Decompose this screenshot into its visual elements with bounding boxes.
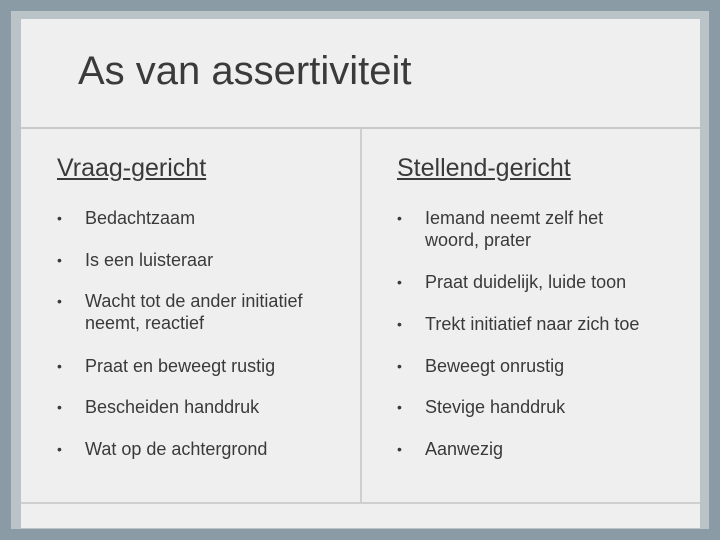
bullet-icon: •: [57, 358, 62, 374]
column-heading: Vraag-gericht: [57, 154, 207, 182]
list-item-text: Wat op de achtergrond: [85, 439, 268, 459]
list-item: [397, 271, 697, 293]
list-item-text: Is een luisteraar: [85, 250, 214, 270]
list-item-text: Beweegt onrustig: [425, 356, 565, 376]
bullet-icon: •: [57, 441, 62, 457]
list-item-text: Praat en beweegt rustig: [85, 356, 276, 376]
slide-title: As van assertiviteit: [78, 49, 412, 93]
list-item-text: Bedachtzaam: [85, 208, 196, 228]
list-item: [397, 207, 657, 251]
bullet-icon: •: [397, 210, 402, 226]
list-item: [57, 249, 357, 271]
list-item: [57, 207, 357, 229]
bullet-icon: •: [57, 210, 62, 226]
bullet-icon: •: [397, 441, 402, 457]
bullet-icon: •: [57, 399, 62, 415]
bullet-icon: •: [397, 274, 402, 290]
column-divider: [360, 129, 362, 502]
list-item: [57, 290, 319, 334]
list-item: [57, 355, 357, 377]
bullet-icon: •: [57, 252, 62, 268]
list-item-text: Praat duidelijk, luide toon: [425, 272, 627, 292]
list-item: [57, 396, 357, 418]
list-item-text: Aanwezig: [425, 439, 504, 459]
bullet-icon: •: [57, 293, 62, 309]
column-heading: Stellend-gericht: [397, 154, 571, 182]
list-item: [397, 313, 697, 335]
slide: [21, 19, 700, 528]
list-item: [397, 438, 697, 460]
list-item: [57, 438, 357, 460]
list-item-text: Stevige handdruk: [425, 397, 566, 417]
column-vraag-gericht: [57, 19, 357, 528]
list-item: [397, 355, 697, 377]
list-item-text: Wacht tot de ander initiatief neemt, reactief: [85, 291, 303, 333]
bullet-icon: •: [397, 358, 402, 374]
column-stellend-gericht: [397, 19, 697, 528]
bullet-icon: •: [397, 316, 402, 332]
bullet-icon: •: [397, 399, 402, 415]
list-item-text: Bescheiden handdruk: [85, 397, 260, 417]
list-item-text: Trekt initiatief naar zich toe: [425, 314, 640, 334]
list-item: [397, 396, 697, 418]
list-item-text: Iemand neemt zelf het woord, prater: [425, 208, 604, 250]
